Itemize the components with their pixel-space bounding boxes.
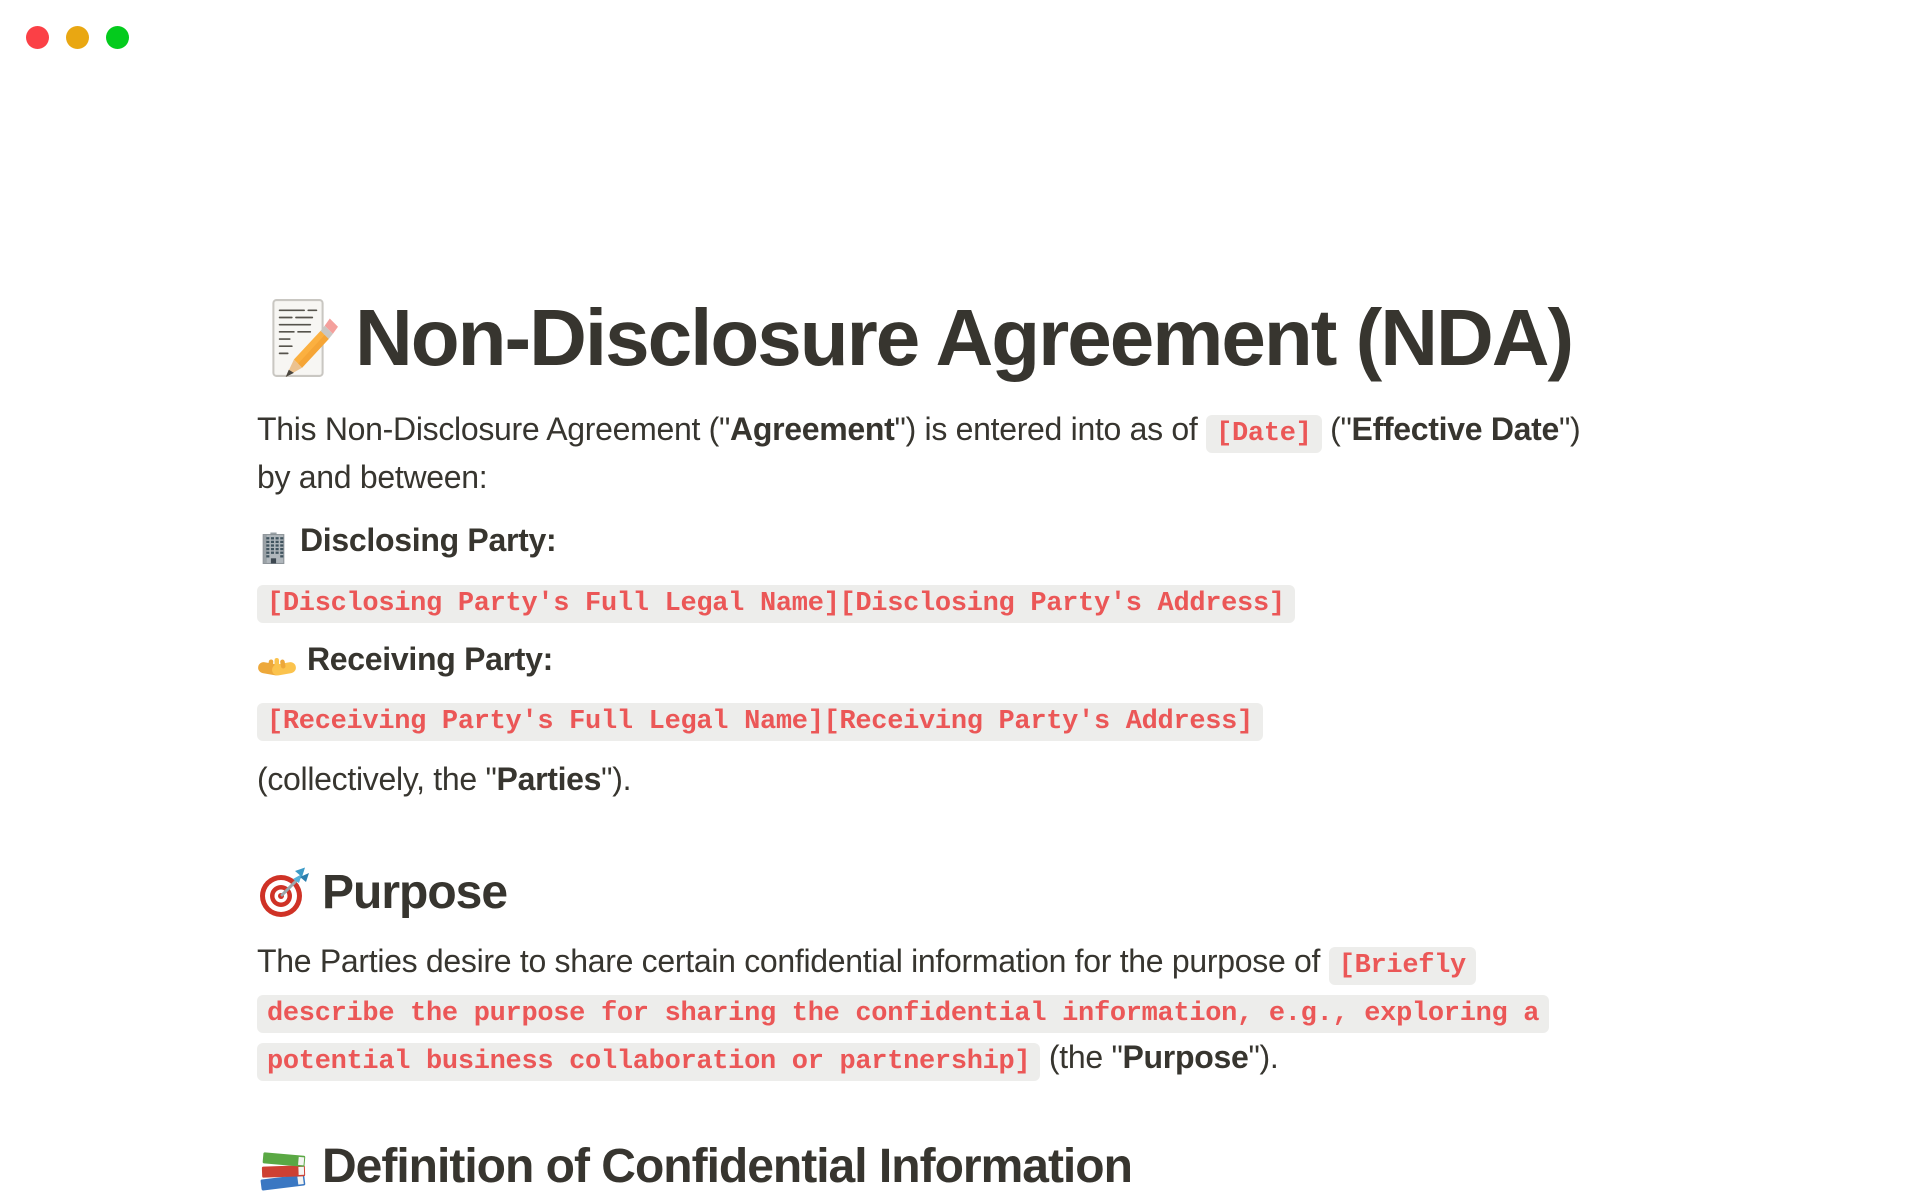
office-building-emoji-icon [257, 522, 290, 570]
text-run: ") is entered into as of [894, 411, 1207, 447]
code-span: potential business collaboration or partnership] [257, 1043, 1040, 1081]
bold-run: Receiving Party: [307, 641, 553, 677]
purpose-heading-text: Purpose [322, 866, 508, 919]
receiving-party-heading [257, 635, 1657, 689]
zoom-window-button[interactable] [106, 26, 129, 49]
page-title-text: Non-Disclosure Agreement (NDA) [355, 293, 1573, 382]
text-run: (the " [1040, 1039, 1123, 1075]
text-run: This Non-Disclosure Agreement (" [257, 411, 731, 447]
window-controls [26, 26, 129, 49]
books-emoji-icon [257, 1141, 309, 1193]
text-run: (" [1321, 411, 1352, 447]
text-run: "). [1248, 1039, 1279, 1075]
bold-run: Effective Date [1351, 411, 1559, 447]
code-span: [Date] [1206, 415, 1321, 453]
definition-heading [257, 1137, 1657, 1197]
text-run: ") [1559, 411, 1581, 447]
text-run: by and between: [257, 459, 488, 495]
purpose-heading [257, 863, 1657, 923]
code-span: describe the purpose for sharing the confidential information, e.g., exploring a [257, 995, 1549, 1033]
purpose-paragraph [257, 937, 1657, 1081]
bold-run: Disclosing Party: [300, 522, 557, 558]
text-run: The Parties desire to share certain confidential information for the purpose of [257, 943, 1329, 979]
text-run: "). [601, 761, 632, 797]
text-run: (collectively, the " [257, 761, 497, 797]
page-title [257, 290, 1657, 386]
code-span: [Receiving Party's Full Legal Name][Receiving Party's Address] [257, 703, 1263, 741]
close-window-button[interactable] [26, 26, 49, 49]
disclosing-party-heading [257, 516, 1657, 570]
target-emoji-icon [257, 867, 309, 919]
receiving-party-placeholder [257, 693, 1657, 741]
bold-run: Parties [496, 761, 602, 797]
memo-emoji-icon [257, 297, 339, 379]
minimize-window-button[interactable] [66, 26, 89, 49]
definition-heading-text: Definition of Confidential Information [322, 1140, 1132, 1193]
code-span: [Briefly [1329, 947, 1476, 985]
intro-paragraph [257, 405, 1657, 501]
code-span: [Disclosing Party's Full Legal Name][Disclosing Party's Address] [257, 585, 1295, 623]
handshake-emoji-icon [257, 641, 297, 689]
bold-run: Purpose [1122, 1039, 1249, 1075]
disclosing-party-placeholder [257, 575, 1657, 623]
document-content [257, 0, 1657, 1197]
bold-run: Agreement [730, 411, 895, 447]
document-blocks [257, 290, 1657, 1197]
parties-paragraph [257, 755, 1657, 803]
